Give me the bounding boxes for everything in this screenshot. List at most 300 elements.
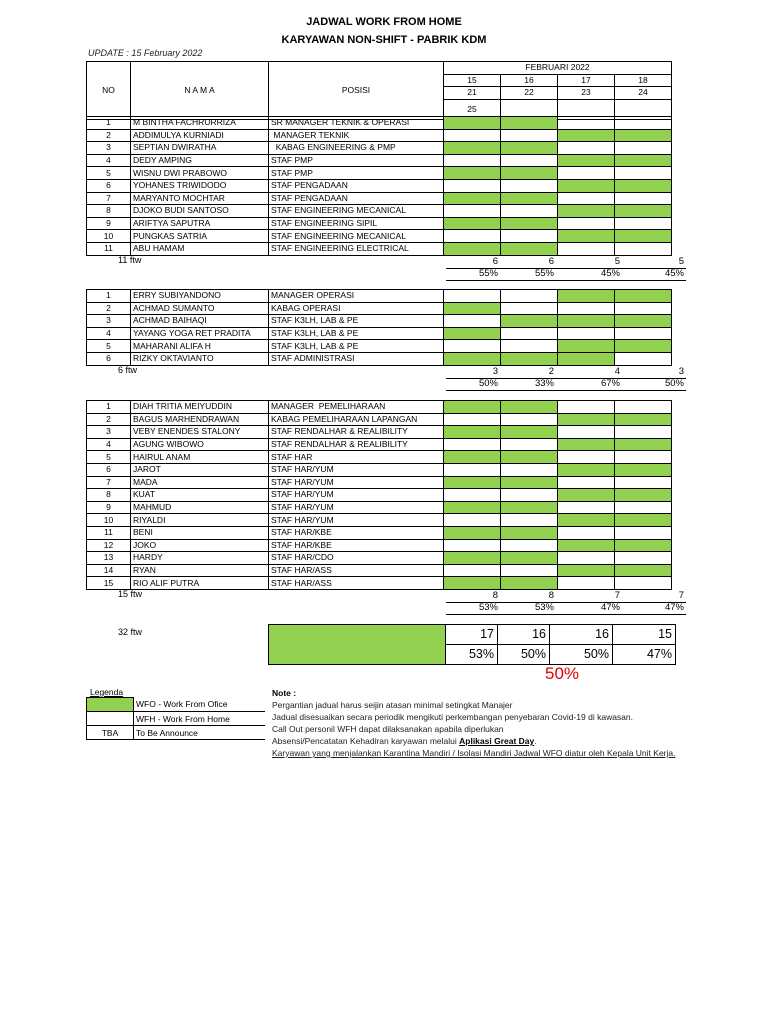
wfo-cell — [558, 154, 615, 167]
row-name: RIZKY OKTAVIANTO — [131, 352, 269, 365]
row-position: STAF HAR/KBE — [269, 539, 444, 552]
wfh-cell — [558, 217, 615, 230]
wfh-cell — [501, 438, 558, 451]
wfh-cell — [444, 154, 501, 167]
wfo-cell — [615, 179, 672, 192]
row-no: 2 — [87, 302, 131, 315]
row-no: 13 — [87, 552, 131, 565]
wfh-cell — [501, 302, 558, 315]
row-no: 12 — [87, 539, 131, 552]
wfo-cell — [501, 142, 558, 155]
table-row — [87, 526, 672, 539]
wfo-cell — [558, 564, 615, 577]
row-no: 6 — [87, 352, 131, 365]
wfo-cell — [558, 315, 615, 328]
table-row — [87, 142, 672, 155]
row-position: STAF K3LH, LAB & PE — [269, 327, 444, 340]
row-no: 3 — [87, 142, 131, 155]
row-name: MARYANTO MOCHTAR — [131, 192, 269, 205]
date-cell: 23 — [558, 87, 615, 100]
table-row — [87, 129, 672, 142]
row-no: 1 — [87, 401, 131, 414]
wfo-cell — [444, 117, 501, 130]
row-no: 15 — [87, 577, 131, 590]
wfo-count: 8 — [492, 589, 498, 601]
wfh-cell — [501, 129, 558, 142]
row-position: MANAGER OPERASI — [269, 290, 444, 303]
wfh-cell — [444, 463, 501, 476]
wfh-cell — [444, 230, 501, 243]
wfh-cell — [444, 129, 501, 142]
table-row — [87, 501, 672, 514]
wfo-cell — [501, 501, 558, 514]
table-row — [87, 117, 672, 130]
row-position: STAF HAR/YUM — [269, 489, 444, 502]
row-name: ACHMAD SUMANTO — [131, 302, 269, 315]
row-no: 2 — [87, 413, 131, 426]
date-cell: 24 — [615, 87, 672, 100]
row-name: YOHANES TRIWIDODO — [131, 179, 269, 192]
row-name: DEDY AMPING — [131, 154, 269, 167]
wfh-cell — [615, 401, 672, 414]
wfh-cell — [615, 426, 672, 439]
col-no: NO — [87, 62, 131, 120]
row-position: STAF HAR/YUM — [269, 463, 444, 476]
row-name: M BINTHA FACHRURRIZA — [131, 117, 269, 130]
note-line-3: Call Out personil WFH dapat dilaksanakan apabila diperlukan — [272, 724, 504, 734]
wfh-cell — [615, 352, 672, 365]
wfh-cell — [615, 302, 672, 315]
legend-item — [87, 712, 266, 726]
legend-title: Legenda — [90, 687, 124, 697]
wfo-cell — [444, 352, 501, 365]
note-karantina: Karyawan yang menjalankan Karantina Mandiri / Isolasi Mandiri Jadwal WFO diatur oleh Kepala Unit Kerja. — [272, 748, 676, 758]
wfo-cell — [615, 514, 672, 527]
row-name: KUAT — [131, 489, 269, 502]
wfo-cell — [444, 451, 501, 464]
wfo-count: 5 — [678, 255, 684, 267]
wfo-cell — [558, 290, 615, 303]
wfo-cell — [615, 315, 672, 328]
wfh-cell — [615, 451, 672, 464]
row-name: VEBY ENENDES STALONY — [131, 426, 269, 439]
document-subtitle: KARYAWAN NON-SHIFT - PABRIK KDM — [281, 34, 487, 46]
wfh-cell — [615, 552, 672, 565]
note-line-2: Jadual disesuaikan secara periodik mengikuti perkembangan penyebaran Covid-19 di kawasan. — [272, 712, 633, 722]
total-count: 16 — [498, 625, 550, 645]
wfh-cell — [501, 205, 558, 218]
row-no: 8 — [87, 489, 131, 502]
wfo-cell — [501, 577, 558, 590]
wfo-percentage: 33% — [534, 378, 554, 389]
row-position: STAF ENGINEERING MECANICAL — [269, 205, 444, 218]
wfo-cell — [501, 167, 558, 180]
row-name: MAHMUD — [131, 501, 269, 514]
wfo-cell — [558, 438, 615, 451]
row-position: STAF HAR/ASS — [269, 577, 444, 590]
group-table-1 — [86, 116, 672, 256]
wfo-cell — [501, 426, 558, 439]
wfh-cell — [558, 327, 615, 340]
row-no: 2 — [87, 129, 131, 142]
wfo-percentage: 50% — [478, 378, 498, 389]
wfh-cell — [444, 514, 501, 527]
total-green-cell — [269, 625, 446, 665]
wfo-percentage: 47% — [600, 601, 620, 613]
wfo-count: 8 — [548, 589, 554, 601]
table-row — [87, 290, 672, 303]
row-position: STAF RENDALHAR & REALIBILITY — [269, 438, 444, 451]
table-row — [87, 476, 672, 489]
wfh-cell — [444, 413, 501, 426]
row-no: 3 — [87, 426, 131, 439]
row-no: 7 — [87, 476, 131, 489]
wfo-cell — [615, 489, 672, 502]
wfh-cell — [444, 539, 501, 552]
table-row — [87, 179, 672, 192]
wfh-cell — [615, 501, 672, 514]
wfo-cell — [501, 117, 558, 130]
row-position: STAF PENGADAAN — [269, 179, 444, 192]
row-name: RYAN — [131, 564, 269, 577]
row-position: MANAGER TEKNIK — [269, 129, 444, 142]
wfo-cell — [615, 230, 672, 243]
table-row — [87, 230, 672, 243]
row-no: 14 — [87, 564, 131, 577]
date-cell: 16 — [501, 74, 558, 87]
table-row — [87, 340, 672, 353]
row-position: STAF PMP — [269, 167, 444, 180]
date-cell: 21 — [444, 87, 501, 100]
wfo-cell — [444, 401, 501, 414]
wfh-cell — [501, 290, 558, 303]
row-position: STAF K3LH, LAB & PE — [269, 315, 444, 328]
legend-swatch — [87, 698, 134, 712]
wfh-cell — [615, 577, 672, 590]
table-row — [87, 552, 672, 565]
row-no: 9 — [87, 217, 131, 230]
wfo-cell — [558, 463, 615, 476]
row-position: STAF HAR/YUM — [269, 501, 444, 514]
table-row — [87, 192, 672, 205]
row-name: ACHMAD BAIHAQI — [131, 315, 269, 328]
row-no: 11 — [87, 526, 131, 539]
total-percentage: 50% — [498, 645, 550, 665]
row-name: PUNGKAS SATRIA — [131, 230, 269, 243]
row-no: 9 — [87, 501, 131, 514]
row-no: 8 — [87, 205, 131, 218]
document-title: JADWAL WORK FROM HOME — [306, 16, 462, 28]
col-nama: N A M A — [131, 62, 269, 120]
wfo-cell — [444, 142, 501, 155]
total-percentage: 50% — [550, 645, 613, 665]
row-no: 1 — [87, 290, 131, 303]
row-name: JOKO — [131, 539, 269, 552]
wfo-cell — [444, 501, 501, 514]
row-no: 3 — [87, 315, 131, 328]
wfo-cell — [501, 217, 558, 230]
update-date: UPDATE : 15 February 2022 — [88, 48, 203, 58]
row-name: BAGUS MARHENDRAWAN — [131, 413, 269, 426]
table-row — [87, 315, 672, 328]
row-no: 6 — [87, 179, 131, 192]
wfo-cell — [558, 352, 615, 365]
wfo-percentage: 55% — [478, 267, 498, 279]
note-absensi: Absensi/Pencatatan Kehadiran karyawan melalui Aplikasi Great Day. — [272, 736, 537, 746]
wfh-cell — [501, 340, 558, 353]
row-no: 10 — [87, 514, 131, 527]
wfh-cell — [615, 327, 672, 340]
row-name: RIYALDI — [131, 514, 269, 527]
row-position: STAF ADMINISTRASI — [269, 352, 444, 365]
row-position: STAF HAR/YUM — [269, 476, 444, 489]
wfh-cell — [444, 179, 501, 192]
row-name: AGUNG WIBOWO — [131, 438, 269, 451]
table-row — [87, 401, 672, 414]
wfo-cell — [558, 179, 615, 192]
wfo-count: 3 — [492, 366, 498, 377]
legend-item — [87, 698, 266, 712]
row-position: STAF ENGINEERING ELECTRICAL — [269, 242, 444, 255]
total-percentage: 47% — [613, 645, 676, 665]
row-name: DJOKO BUDI SANTOSO — [131, 205, 269, 218]
wfo-count: 7 — [614, 589, 620, 601]
wfo-cell — [615, 290, 672, 303]
total-count: 15 — [613, 625, 676, 645]
total-count: 17 — [446, 625, 498, 645]
wfo-count: 5 — [614, 255, 620, 267]
wfo-cell — [615, 129, 672, 142]
great-day-link[interactable]: Aplikasi Great Day — [459, 736, 535, 746]
row-position: STAF ENGINEERING MECANICAL — [269, 230, 444, 243]
group-table-3 — [86, 400, 672, 590]
wfh-cell — [444, 489, 501, 502]
wfo-cell — [444, 476, 501, 489]
wfo-percentage: 45% — [664, 267, 684, 279]
wfo-count: 4 — [614, 366, 620, 377]
group-ftw: 6 ftw — [118, 365, 138, 375]
row-name: ARIFTYA SAPUTRA — [131, 217, 269, 230]
wfh-cell — [501, 463, 558, 476]
wfh-cell — [558, 577, 615, 590]
row-position: STAF PMP — [269, 154, 444, 167]
sum-underline — [446, 390, 686, 391]
wfh-cell — [615, 242, 672, 255]
row-no: 1 — [87, 117, 131, 130]
wfh-cell — [558, 426, 615, 439]
row-position: SR MANAGER TEKNIK & OPERASI — [269, 117, 444, 130]
wfh-cell — [558, 526, 615, 539]
wfh-cell — [558, 142, 615, 155]
row-no: 11 — [87, 242, 131, 255]
wfh-cell — [615, 476, 672, 489]
wfo-count: 7 — [678, 589, 684, 601]
notes-title: Note : — [272, 688, 297, 698]
wfo-cell — [558, 413, 615, 426]
legend-label: WFH - Work From Home — [134, 712, 266, 726]
row-position: KABAG PEMELIHARAAN LAPANGAN — [269, 413, 444, 426]
date-cell: 17 — [558, 74, 615, 87]
table-row — [87, 539, 672, 552]
wfo-count: 3 — [678, 366, 684, 377]
row-no: 4 — [87, 154, 131, 167]
row-no: 5 — [87, 340, 131, 353]
table-row — [87, 514, 672, 527]
wfo-cell — [501, 451, 558, 464]
row-no: 6 — [87, 463, 131, 476]
wfh-cell — [615, 192, 672, 205]
wfo-cell — [558, 205, 615, 218]
table-row — [87, 577, 672, 590]
row-position: STAF HAR — [269, 451, 444, 464]
date-cell: 25 — [444, 99, 501, 119]
wfo-cell — [501, 192, 558, 205]
group-table-2 — [86, 289, 672, 366]
wfo-cell — [615, 463, 672, 476]
sum-underline — [446, 280, 686, 281]
row-no: 5 — [87, 451, 131, 464]
table-row — [87, 154, 672, 167]
row-position: STAF HAR/YUM — [269, 514, 444, 527]
overall-percentage: 50% — [545, 664, 580, 683]
row-name: SEPTIAN DWIRATHA — [131, 142, 269, 155]
table-row — [87, 413, 672, 426]
wfh-cell — [501, 230, 558, 243]
wfo-cell — [501, 352, 558, 365]
wfh-cell — [615, 117, 672, 130]
row-name: BENI — [131, 526, 269, 539]
row-no: 5 — [87, 167, 131, 180]
table-row — [87, 426, 672, 439]
wfo-cell — [558, 489, 615, 502]
wfo-percentage: 45% — [600, 267, 620, 279]
table-row — [87, 489, 672, 502]
table-row — [87, 564, 672, 577]
wfh-cell — [444, 290, 501, 303]
legend-swatch — [87, 712, 134, 726]
group-ftw: 15 ftw — [118, 588, 143, 599]
wfo-cell — [615, 340, 672, 353]
wfo-percentage: 47% — [664, 601, 684, 613]
wfo-cell — [444, 302, 501, 315]
wfo-cell — [444, 552, 501, 565]
row-position: STAF K3LH, LAB & PE — [269, 340, 444, 353]
wfo-cell — [444, 242, 501, 255]
table-row — [87, 242, 672, 255]
wfh-cell — [501, 514, 558, 527]
row-position: STAF HAR/ASS — [269, 564, 444, 577]
group-ftw: 11 ftw — [118, 254, 142, 265]
note-line-1: Pergantian jadual harus seijin atasan minimal setingkat Manajer — [272, 700, 513, 710]
wfo-cell — [615, 413, 672, 426]
wfo-count: 6 — [492, 255, 498, 267]
wfh-cell — [444, 315, 501, 328]
wfo-cell — [501, 242, 558, 255]
wfo-cell — [444, 577, 501, 590]
wfh-cell — [444, 438, 501, 451]
row-name: MADA — [131, 476, 269, 489]
row-name: MAHARANI ALIFA H — [131, 340, 269, 353]
wfo-cell — [501, 476, 558, 489]
wfo-percentage: 50% — [664, 378, 684, 389]
wfh-cell — [558, 192, 615, 205]
wfh-cell — [558, 242, 615, 255]
wfh-cell — [615, 217, 672, 230]
wfo-cell — [615, 539, 672, 552]
wfh-cell — [558, 476, 615, 489]
wfo-cell — [615, 154, 672, 167]
wfh-cell — [558, 117, 615, 130]
wfh-cell — [501, 539, 558, 552]
total-ftw: 32 ftw — [118, 627, 143, 637]
wfo-cell — [501, 552, 558, 565]
row-name: YAYANG YOGA RET PRADITA — [131, 327, 269, 340]
row-name: ADDIMULYA KURNIADI — [131, 129, 269, 142]
table-row — [87, 302, 672, 315]
wfo-cell — [444, 217, 501, 230]
legend-label: WFO - Work From Ofice — [134, 698, 266, 712]
row-position: STAF HAR/KBE — [269, 526, 444, 539]
wfh-cell — [558, 401, 615, 414]
wfh-cell — [444, 340, 501, 353]
wfo-cell — [444, 192, 501, 205]
row-position: STAF PENGADAAN — [269, 192, 444, 205]
wfo-cell — [501, 526, 558, 539]
sum-underline — [446, 614, 686, 615]
wfo-cell — [444, 327, 501, 340]
row-position: KABAG ENGINEERING & PMP — [269, 142, 444, 155]
table-row — [87, 167, 672, 180]
table-row — [87, 438, 672, 451]
row-name: JAROT — [131, 463, 269, 476]
table-row — [87, 463, 672, 476]
row-position: STAF ENGINEERING SIPIL — [269, 217, 444, 230]
schedule-header — [86, 61, 672, 120]
wfo-cell — [558, 514, 615, 527]
table-row — [87, 451, 672, 464]
total-percentage: 53% — [446, 645, 498, 665]
wfo-count: 6 — [548, 255, 554, 267]
wfh-cell — [501, 327, 558, 340]
wfh-cell — [501, 413, 558, 426]
table-row — [87, 205, 672, 218]
wfo-cell — [444, 167, 501, 180]
month-header: FEBRUARI 2022 — [444, 62, 672, 75]
row-name: HAIRUL ANAM — [131, 451, 269, 464]
wfh-cell — [615, 167, 672, 180]
row-position: STAF HAR/CDO — [269, 552, 444, 565]
wfo-cell — [501, 401, 558, 414]
wfh-cell — [615, 142, 672, 155]
wfo-percentage: 53% — [478, 601, 498, 613]
wfo-cell — [558, 340, 615, 353]
wfo-cell — [615, 564, 672, 577]
wfo-cell — [615, 205, 672, 218]
legend-swatch: TBA — [87, 726, 134, 740]
row-name: ERRY SUBIYANDONO — [131, 290, 269, 303]
wfh-cell — [501, 564, 558, 577]
row-name: RIO ALIF PUTRA — [131, 577, 269, 590]
wfo-cell — [558, 230, 615, 243]
row-no: 4 — [87, 327, 131, 340]
wfh-cell — [615, 526, 672, 539]
wfo-count: 2 — [548, 366, 554, 377]
legend-label: To Be Announce — [134, 726, 266, 740]
wfh-cell — [558, 302, 615, 315]
total-table — [268, 624, 676, 665]
date-cell: 22 — [501, 87, 558, 100]
table-row — [87, 217, 672, 230]
